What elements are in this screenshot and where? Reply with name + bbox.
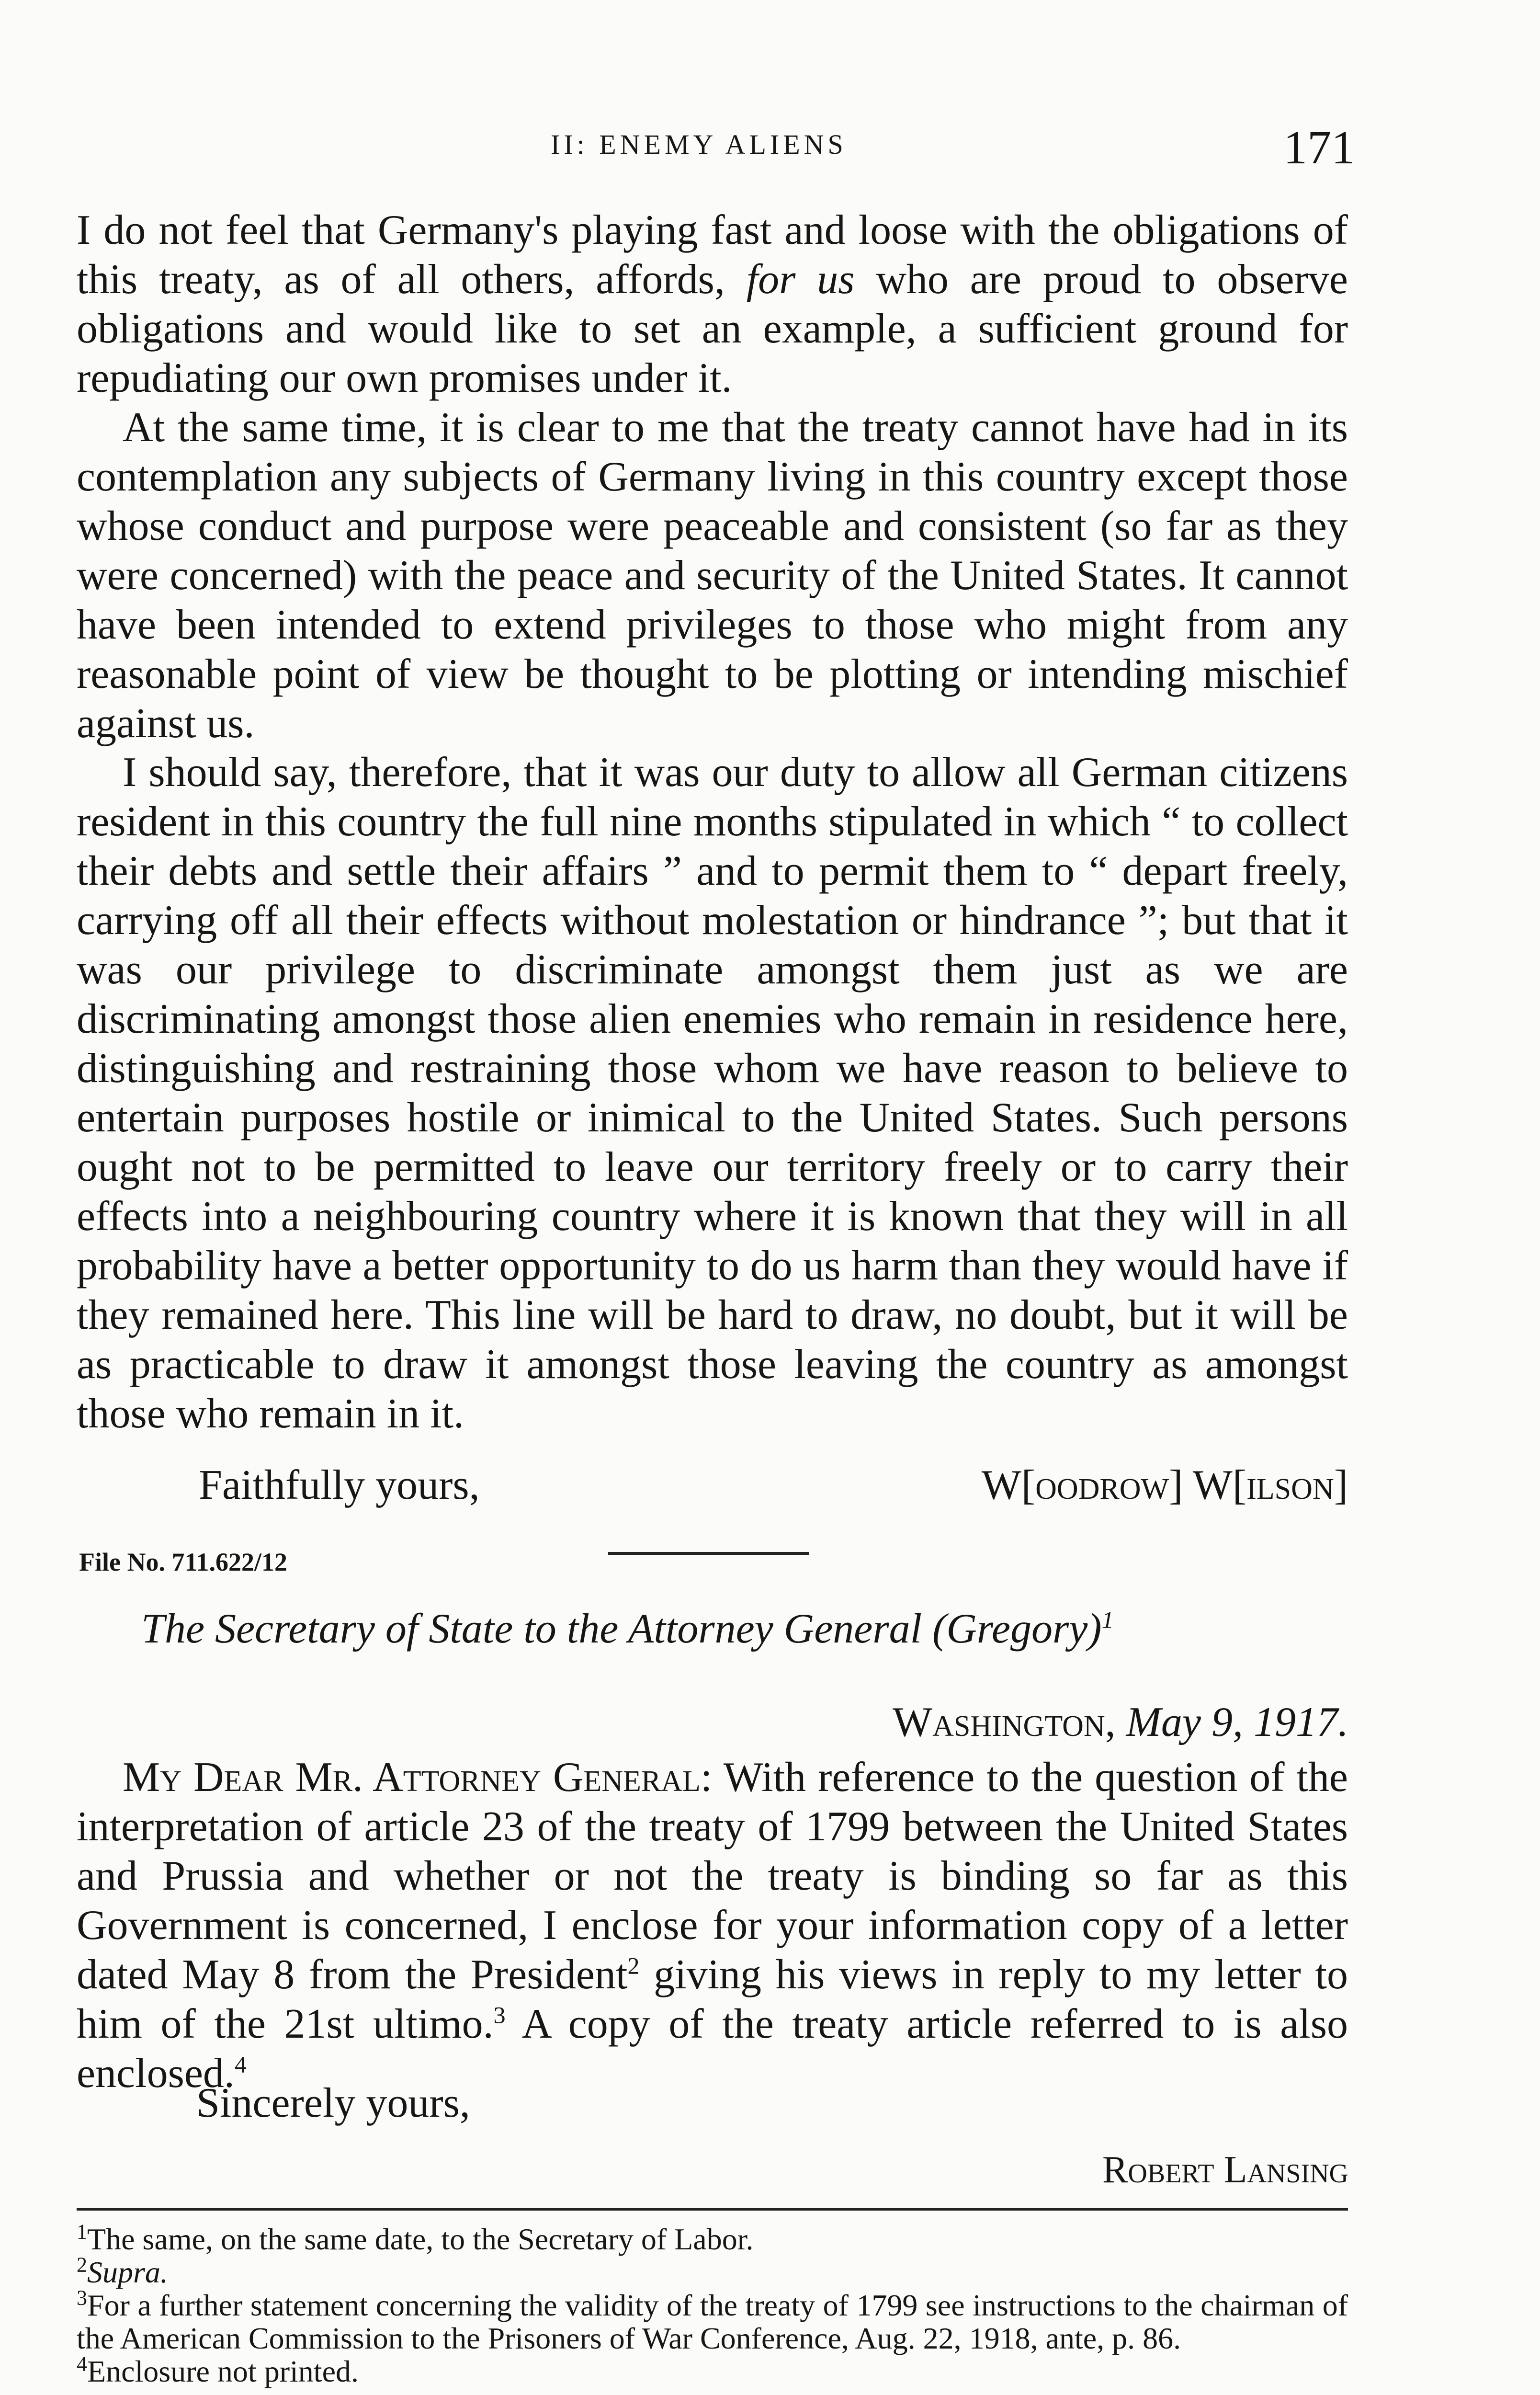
footnote-1: [77, 2220, 1348, 2256]
fn-mark-4: 4: [77, 2352, 87, 2376]
body-a: With reference to the question of the interpretation of article 23 of the treaty of 1799 between the United States and Prussia and whether or not the treaty is binding so far as this Government is concerned, I enclose for your information copy of a letter dated May 8 from the President: [77, 1754, 1348, 1998]
salutation: My Dear Mr. Attorney General:: [123, 1754, 713, 1801]
date: May 9, 1917.: [1126, 1699, 1348, 1745]
closing-phrase: Faithfully yours,: [199, 1462, 480, 1508]
footnote-3: [77, 2286, 1348, 2356]
body-c: A copy of the treaty article referred to is also enclosed.: [77, 2000, 1348, 2097]
signer: Robert Lansing: [1102, 2149, 1348, 2191]
footnote-2: [77, 2253, 1348, 2290]
letter2-paragraph: [77, 1753, 1348, 2098]
signature: W[oodrow] W[ilson]: [981, 1462, 1348, 1508]
fn-text-3: For a further statement concerning the validity of the treaty of 1799 see instructions to the chairman of the American Commission to the Prisoners of War Conference, Aug. 22, 1918, ante, p. 86.: [77, 2288, 1348, 2356]
signoff: Sincerely yours,: [196, 2080, 470, 2126]
p1-text-a: I do not feel that Germany's playing fast and loose with the obligations of this treaty, as of all others, affords,: [77, 207, 1348, 303]
place: Washington,: [893, 1699, 1116, 1745]
fn-mark-3: 3: [77, 2286, 87, 2310]
fn-text-4: Enclosure not printed.: [87, 2354, 359, 2389]
paragraph-1: [77, 206, 1348, 403]
fn-ref-3: 3: [493, 2001, 506, 2029]
p1-italic: for us: [746, 256, 855, 303]
letter-body: [77, 206, 1348, 1439]
title-footnote-ref: 1: [1101, 1606, 1114, 1633]
fn-ref-4: 4: [234, 2051, 247, 2078]
fn-mark-2: 2: [77, 2253, 87, 2277]
running-title: II: ENEMY ALIENS: [551, 129, 847, 160]
document-title: [141, 1605, 1114, 1653]
body-b: giving his views in reply to my letter to him of the 21st ultimo.: [77, 1951, 1348, 2047]
footnotes: [77, 2220, 1348, 2389]
title-text: The Secretary of State to the Attorney General (Gregory): [141, 1606, 1102, 1652]
divider-short: [608, 1552, 809, 1555]
footnote-rule: [77, 2208, 1348, 2211]
fn-text-1: The same, on the same date, to the Secretary of Labor.: [87, 2222, 754, 2256]
fn-ref-2: 2: [627, 1952, 640, 1979]
p1-text-b: who are proud to observe obligations and would like to set an example, a sufficient ground for repudiating our own promises under it.: [77, 256, 1348, 401]
letter2-body: [77, 1753, 1348, 2098]
footnote-4: [77, 2352, 1348, 2389]
place-date: [893, 1698, 1348, 1746]
page-number: 171: [1283, 121, 1355, 174]
paragraph-2: At the same time, it is clear to me that the treaty cannot have had in its contemplation any subjects of Germany living in this country except those whose conduct and purpose were peaceable and consistent (so far as they were concerned) with the peace and security of the United States. It cannot have been intended to extend privileges to those who might from any reasonable point of view be thought to be plotting or intending mischief against us.: [77, 404, 1348, 747]
fn-text-2: Supra.: [87, 2255, 168, 2290]
paragraph-3: I should say, therefore, that it was our duty to allow all German citizens resident in this country the full nine months stipulated in which “ to collect their debts and settle their affairs ” and to permit them to “ depart freely, carrying off all their effects without molestation or hindrance ”; but that it was our privilege to discriminate amongst them just as we are discriminating amongst those alien enemies who remain in residence here, distinguishing and restraining those whom we have reason to believe to entertain purposes hostile or inimical to the United States. Such persons ought not to be permitted to leave our territory freely or to carry their effects into a neighbouring country where it is known that they will in all probability have a better opportunity to do us harm than they would have if they remained here. This line will be hard to draw, no doubt, but it will be as practicable to draw it amongst those leaving the country as amongst those who remain in it.: [77, 749, 1348, 1437]
file-number: File No. 711.622/12: [79, 1548, 287, 1576]
fn-mark-1: 1: [77, 2220, 87, 2244]
